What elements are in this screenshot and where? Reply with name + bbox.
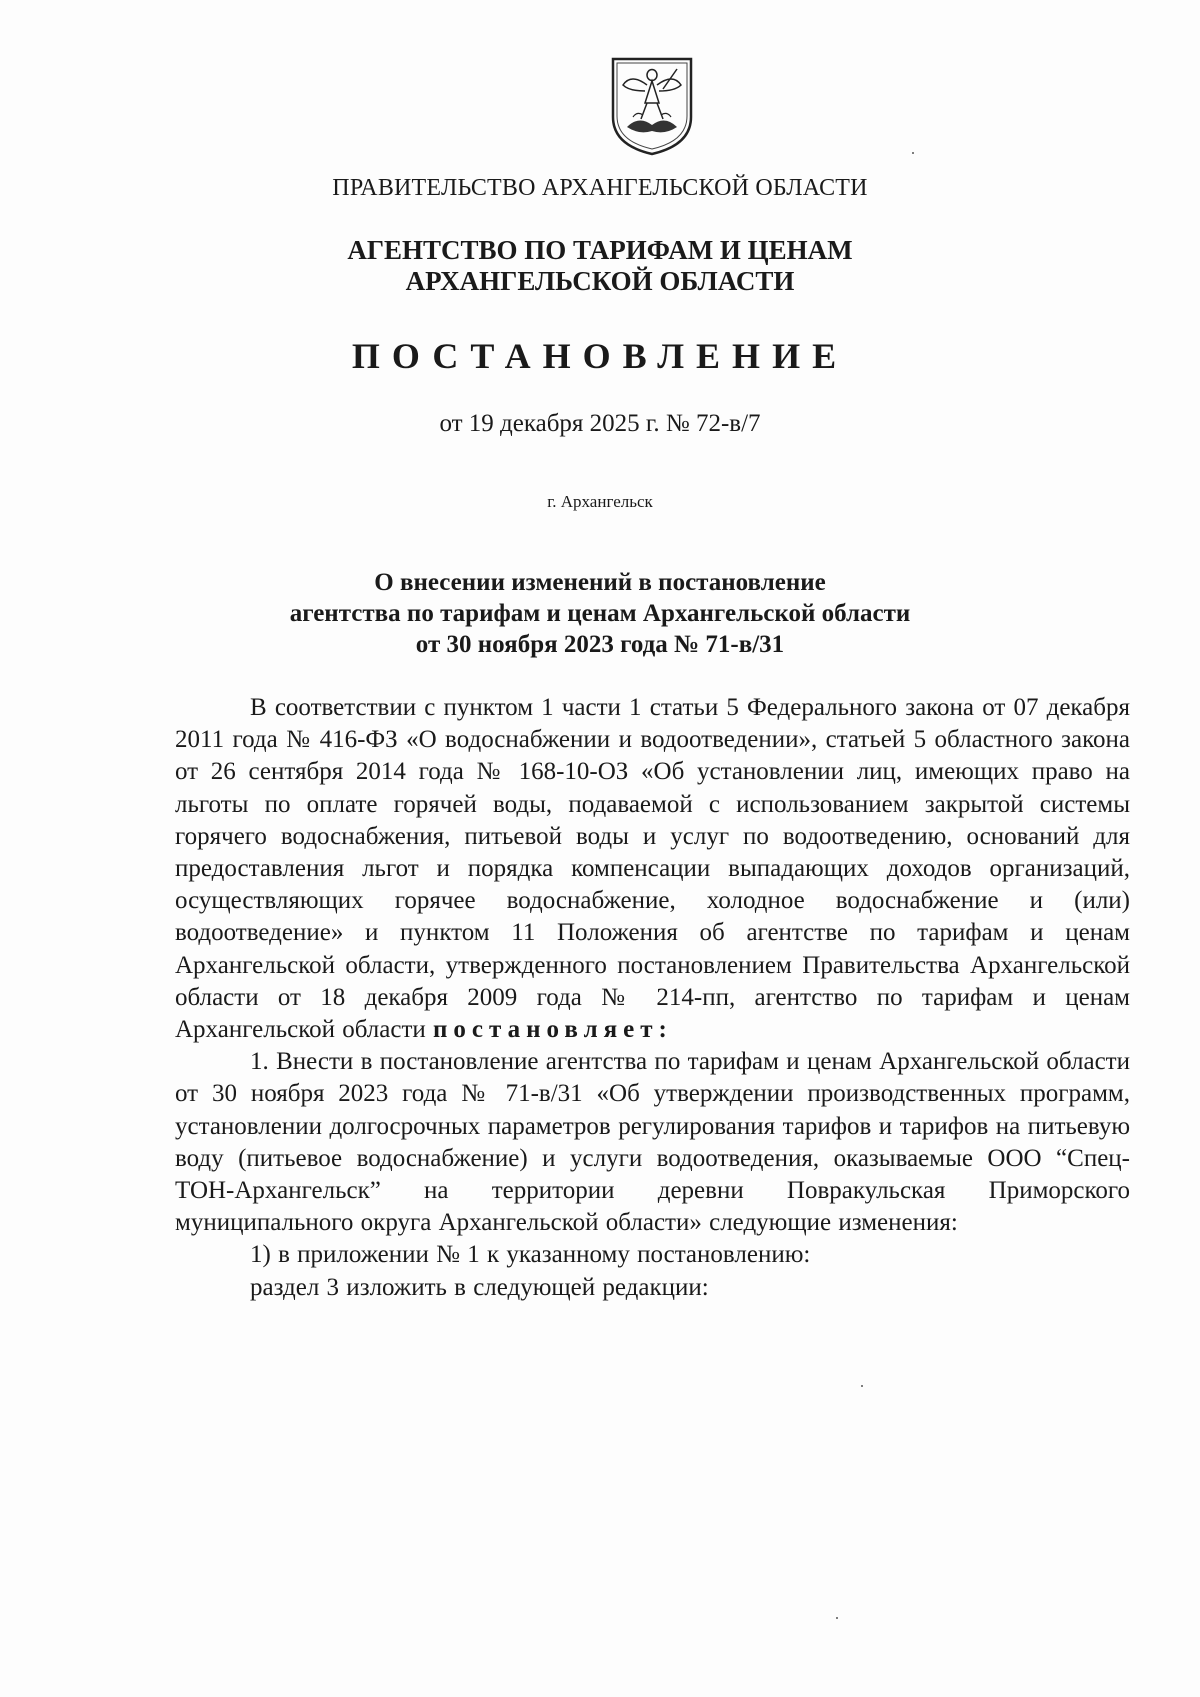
government-title: ПРАВИТЕЛЬСТВО АРХАНГЕЛЬСКОЙ ОБЛАСТИ (332, 175, 868, 201)
document-date-number: от 19 декабря 2025 г. № 72-в/7 (439, 410, 761, 437)
subject-line-1: О внесении изменений в постановление (374, 569, 826, 596)
scan-speck (861, 1385, 863, 1387)
document-city: г. Архангельск (547, 492, 653, 511)
item-1-paragraph: 1. Внести в постановление агентства по тарифам и ценам Архангельской области от 30 ноября 2023 года № 71-в/31 «Об утверждении производственных программ, установлении долгосрочных параметров регулирования тарифов и тарифов на питьевую воду (питьевое водоснабжение) и услуги водоотведения, оказываемые ООО “Спец-ТОН-Архангельск” на территории деревни Повракульская Приморского муниципального округа Архангельской области» следующие изменения: (175, 1048, 1130, 1237)
coat-of-arms-emblem (607, 55, 697, 157)
agency-title (0, 235, 1200, 297)
subject-line-2: агентства по тарифам и ценам Архангельской области (289, 600, 911, 627)
preamble-paragraph (175, 692, 1130, 1046)
subitem-1-action-paragraph: раздел 3 изложить в следующей редакции: (250, 1273, 709, 1301)
document-subject (0, 567, 1200, 660)
resolves-word: постановляет: (433, 1016, 673, 1044)
scan-speck (836, 1617, 838, 1619)
agency-title-line-2: АРХАНГЕЛЬСКОЙ ОБЛАСТИ (405, 266, 795, 296)
preamble-text: В соответствии с пунктом 1 части 1 статьи 5 Федерального закона от 07 декабря 2011 года № 416-ФЗ «О водоснабжении и водоотведении», статьей 5 областного закона от 26 сентября 2014 года № 168-10-ОЗ «Об установлении лиц, имеющих право на льготы по оплате горячей воды, подаваемой с использованием закрытой системы горячего водоснабжения, питьевой воды и услуг по водоотведению, оснований для предоставления льгот и порядка компенсации выпадающих доходов организаций, осуществляющих горячее водоснабжение, холодное водоснабжение и (или) водоотведение» и пунктом 11 Положения об агентстве по тарифам и ценам Архангельской области, утвержденного постановлением Правительства Архангельской области от 18 декабря 2009 года № 214-пп, агентство по тарифам и ценам Архангельской области (175, 694, 1130, 1044)
scan-speck (912, 152, 914, 154)
subject-line-3: от 30 ноября 2023 года № 71-в/31 (415, 631, 785, 658)
document-type-heading: ПОСТАНОВЛЕНИЕ (351, 336, 849, 376)
agency-title-line-1: АГЕНТСТВО ПО ТАРИФАМ И ЦЕНАМ (347, 235, 853, 265)
document-body (175, 692, 1130, 1304)
subitem-1-paragraph: 1) в приложении № 1 к указанному постановлению: (250, 1241, 811, 1269)
